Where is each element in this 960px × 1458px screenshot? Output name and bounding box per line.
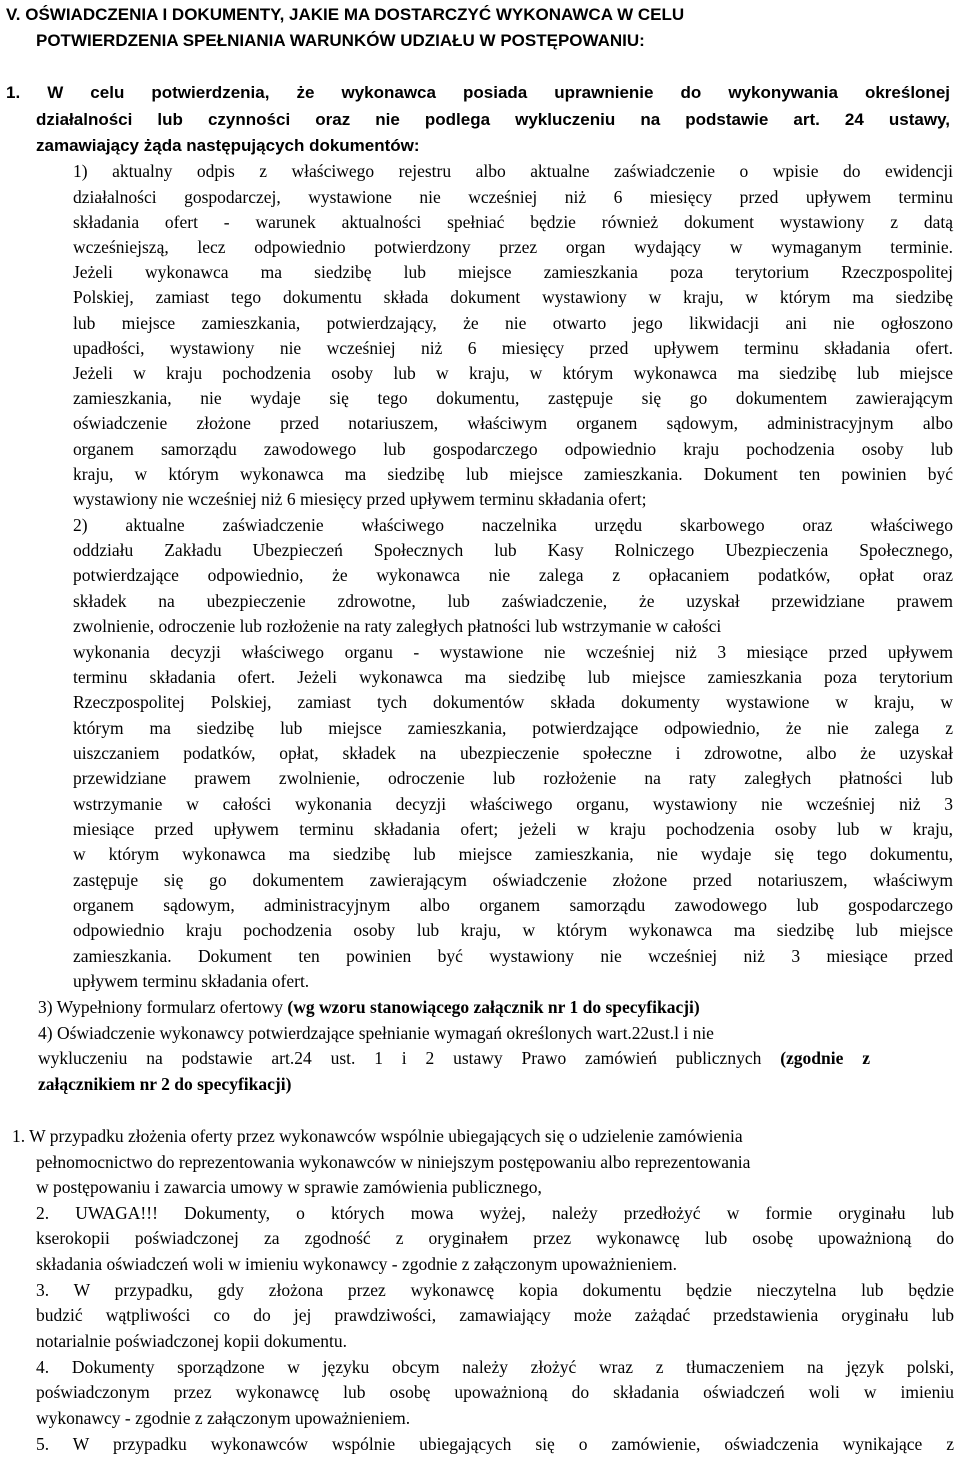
note-line: w postępowaniu i zawarcia umowy w sprawie zamówienia publicznego, — [36, 1177, 542, 1197]
item1-line: zamieszkania, nie wydaje się tego dokumentu, zastępuje się go dokumentem zawierającym — [73, 388, 953, 408]
note-line: 4. Dokumenty sporządzone w języku obcym należy złożyć wraz z tłumaczeniem na język polski, — [36, 1357, 954, 1377]
item2-line: oddziału Zakładu Ubezpieczeń Społecznych lub Kasy Rolniczego Ubezpieczenia Społecznego, — [73, 540, 953, 560]
item1-line: Jeżeli w kraju pochodzenia osoby lub w kraju, w którym wykonawca ma siedzibę lub miejsce — [73, 363, 953, 383]
item1-line: 1) aktualny odpis z właściwego rejestru albo aktualne zaświadczenie o wpisie do ewidencji — [73, 161, 953, 181]
intro-line-2: działalności lub czynności oraz nie podlega wykluczeniu na podstawie art. 24 ustawy, — [36, 110, 950, 129]
note-line: 2. UWAGA!!! Dokumenty, o których mowa wyżej, należy przedłożyć w formie oryginału lub — [36, 1203, 954, 1223]
item2-line: Rzeczpospolitej Polskiej, zamiast tych dokumentów składa dokumenty wystawione w kraju, w — [73, 692, 953, 712]
item2-line: organem sądowym, administracyjnym albo organem samorządu zawodowego lub gospodarczego — [73, 895, 953, 915]
item1-line: organem samorządu zawodowego lub gospodarczego odpowiednio kraju pochodzenia osoby lub — [73, 439, 953, 459]
intro-line-3: zamawiający żąda następujących dokumentów: — [36, 136, 420, 155]
item2-line: którym ma siedzibę lub miejsce zamieszkania, potwierdzające odpowiednio, że nie zalega z — [73, 718, 953, 738]
item1-line: Jeżeli wykonawca ma siedzibę lub miejsce zamieszkania poza terytorium Rzeczpospolitej — [73, 262, 953, 282]
item2-line: przewidziane prawem zwolnienie, odroczenie lub rozłożenie na raty zaległych płatności lub — [73, 768, 953, 788]
item1-line: oświadczenie złożone przed notariuszem, właściwym organem sądowym, administracyjnym albo — [73, 413, 953, 433]
item2-line: potwierdzające odpowiednio, że wykonawca nie zalega z opłacaniem podatków, opłat oraz — [73, 565, 953, 585]
item2-line: terminu składania ofert. Jeżeli wykonawca ma siedzibę lub miejsce zamieszkania poza terytorium — [73, 667, 953, 687]
intro-line-1: 1. W celu potwierdzenia, że wykonawca posiada uprawnienie do wykonywania określonej — [6, 83, 950, 102]
item2-line: wykonania decyzji właściwego organu - wystawione nie wcześniej niż 3 miesiące przed upływem — [73, 642, 953, 662]
item3-bold: (wg wzoru stanowiącego załącznik nr 1 do specyfikacji) — [287, 997, 700, 1017]
note-line: kserokopii poświadczonej za zgodność z oryginałem przez wykonawcę lub osobę upoważnioną do — [36, 1228, 954, 1248]
item4-bold: załącznikiem nr 2 do specyfikacji) — [38, 1074, 292, 1094]
note-line: pełnomocnictwo do reprezentowania wykonawców w niniejszym postępowaniu albo reprezentowania — [36, 1152, 751, 1172]
item1-line: upadłości, wystawiony nie wcześniej niż 6 miesięcy przed upływem terminu składania ofert. — [73, 338, 953, 358]
note-line: wykonawcy - zgodnie z załączonym upoważnieniem. — [36, 1408, 411, 1428]
note-line: budzić wątpliwości co do jej prawdziwości, zamawiający może zażądać przedstawienia oryginału lub — [36, 1305, 954, 1325]
item4-line-1: 4) Oświadczenie wykonawcy potwierdzające spełnianie wymagań określonych wart.22ust.l i nie — [38, 1023, 714, 1043]
section-title-line-2: POTWIERDZENIA SPEŁNIANIA WARUNKÓW UDZIAŁU W POSTĘPOWANIU: — [36, 31, 645, 50]
item1-line: lub miejsce zamieszkania, potwierdzający, że nie otwarto jego likwidacji ani nie ogłoszono — [73, 313, 953, 333]
item1-line: Polskiej, zamiast tego dokumentu składa dokument wystawiony w kraju, w którym ma siedzibę — [73, 287, 953, 307]
item1-line: wystawiony nie wcześniej niż 6 miesięcy przed upływem terminu składania ofert; — [73, 489, 647, 509]
item4-line-2 — [38, 1050, 870, 1068]
item2-line: odpowiednio kraju pochodzenia osoby lub kraju, w którym wykonawca ma siedzibę lub miejsce — [73, 920, 953, 940]
note-line: 5. W przypadku wykonawców wspólnie ubiegających się o zamówienie, oświadczenia wynikające z — [36, 1434, 954, 1454]
item2-line: 2) aktualne zaświadczenie właściwego naczelnika urzędu skarbowego oraz właściwego — [73, 515, 953, 535]
item2-line: wstrzymanie w całości wykonania decyzji właściwego organu, wystawiony nie wcześniej niż 3 — [73, 794, 953, 814]
item3-text: 3) Wypełniony formularz ofertowy — [38, 997, 288, 1017]
item4-bold: (zgodnie z — [780, 1048, 870, 1068]
item4-line-3 — [38, 1076, 291, 1094]
item2-line: miesiące przed upływem terminu składania ofert; jeżeli w kraju pochodzenia osoby lub w kraju, — [73, 819, 953, 839]
item1-line: wcześniejszą, lecz odpowiednio potwierdzony przez organ wydający w wymaganym terminie. — [73, 237, 953, 257]
item4-text: wykluczeniu na podstawie art.24 ust. 1 i 2 ustawy Prawo zamówień publicznych — [38, 1048, 781, 1068]
item2-line: uiszczaniem podatków, opłat, składek na ubezpieczenie społeczne i zdrowotne, albo że uzyskał — [73, 743, 953, 763]
item2-line: zwolnienie, odroczenie lub rozłożenie na raty zaległych płatności lub wstrzymanie w całości — [73, 616, 722, 636]
item2-line: zastępuje się go dokumentem zawierającym oświadczenie złożone przed notariuszem, właściwym — [73, 870, 953, 890]
item2-line: w którym wykonawca ma siedzibę lub miejsce zamieszkania, nie wydaje się tego dokumentu, — [73, 844, 953, 864]
note-line: składania oświadczeń woli w imieniu wykonawcy - zgodnie z załączonym upoważnieniem. — [36, 1254, 677, 1274]
note-line: 1. W przypadku złożenia oferty przez wykonawców wspólnie ubiegających się o udzielenie zamówienia — [12, 1126, 743, 1146]
item1-line: działalności gospodarczej, wystawione nie wcześniej niż 6 miesięcy przed upływem terminu — [73, 187, 953, 207]
item2-line: składek na ubezpieczenie zdrowotne, lub zaświadczenie, że uzyskał przewidziane prawem — [73, 591, 953, 611]
item1-line: kraju, w którym wykonawca ma siedzibę lub miejsce zamieszkania. Dokument ten powinien być — [73, 464, 953, 484]
note-line: poświadczonym przez wykonawcę lub osobę upoważnioną do składania oświadczeń woli w imieniu — [36, 1382, 954, 1402]
note-line: 3. W przypadku, gdy złożona przez wykonawcę kopia dokumentu będzie nieczytelna lub będzie — [36, 1280, 954, 1300]
section-title-line-1: V. OŚWIADCZENIA I DOKUMENTY, JAKIE MA DOSTARCZYĆ WYKONAWCA W CELU — [6, 5, 685, 24]
item3-line — [38, 999, 700, 1017]
item2-line: zamieszkania. Dokument ten powinien być wystawiony nie wcześniej niż 3 miesiące przed — [73, 946, 953, 966]
note-line: notarialnie poświadczonej kopii dokumentu. — [36, 1331, 348, 1351]
item1-line: składania ofert - warunek aktualności spełniać będzie również dokument wystawiony z datą — [73, 212, 953, 232]
item2-line: upływem terminu składania ofert. — [73, 971, 310, 991]
